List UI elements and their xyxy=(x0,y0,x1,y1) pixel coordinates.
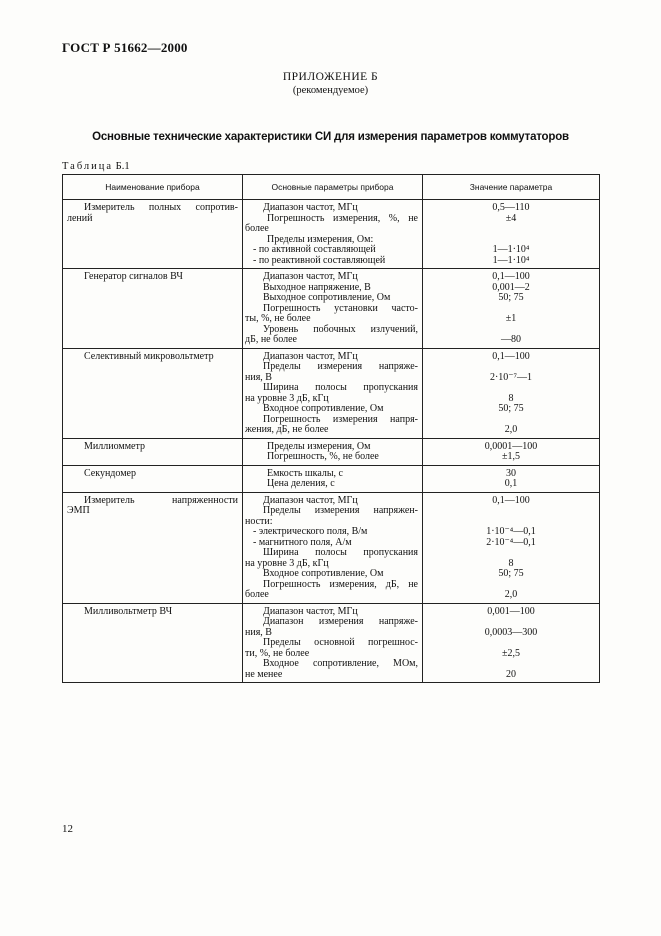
value-line xyxy=(425,659,597,670)
param-line: Входное сопротивление, Ом xyxy=(263,568,384,579)
value-cell xyxy=(423,438,600,465)
standard-code: ГОСТ Р 51662—2000 xyxy=(62,40,188,55)
value-cell xyxy=(423,492,600,603)
document-title: Основные технические характеристики СИ для измерения параметров коммутаторов xyxy=(92,131,569,143)
param-line: Диапазон частот, МГц xyxy=(263,605,358,617)
value-line: 0,1—100 xyxy=(492,271,530,282)
table-label xyxy=(62,161,130,172)
value-line: 1·10⁻⁴—0,1 xyxy=(486,526,536,537)
device-name-cell xyxy=(63,438,243,465)
params-cell xyxy=(243,465,423,492)
param-line: Выходное сопротивление, Ом xyxy=(263,292,391,303)
value-line: 0,001—2 xyxy=(492,281,530,293)
device-name-cell xyxy=(63,492,243,603)
value-line xyxy=(425,362,597,373)
device-name-cell xyxy=(63,200,243,269)
param-line: более xyxy=(245,589,269,600)
table-row xyxy=(63,465,600,492)
value-line: 30 xyxy=(506,467,516,479)
param-line: Цена деления, с xyxy=(267,478,335,489)
value-line xyxy=(425,506,597,517)
param-line: Погрешность установки часто- xyxy=(263,302,418,314)
value-line xyxy=(425,383,597,394)
column-header-device: Наименование прибора xyxy=(63,175,243,200)
value-line: ±1,5 xyxy=(502,451,520,462)
param-line: Погрешность измерения, дБ, не xyxy=(263,578,418,590)
param-line: дБ, не более xyxy=(245,334,297,345)
value-line: 1—1·10⁴ xyxy=(492,244,530,255)
value-line: 0,5—110 xyxy=(492,202,530,213)
value-line xyxy=(425,638,597,649)
annex-subtitle: (рекомендуемое) xyxy=(292,85,369,96)
value-line: 20 xyxy=(506,668,516,680)
device-name-line: Милливольтметр ВЧ xyxy=(84,605,173,617)
param-line: Ширина полосы пропускания xyxy=(263,382,418,393)
value-line: 0,0003—300 xyxy=(484,626,538,638)
value-line xyxy=(425,224,597,235)
params-cell xyxy=(243,438,423,465)
value-line: 50; 75 xyxy=(498,292,524,303)
device-name-cell xyxy=(63,603,243,683)
value-line: 8 xyxy=(508,392,514,404)
value-cell xyxy=(423,200,600,269)
value-line: 0,001—100 xyxy=(487,605,535,617)
param-line: - по активной составляющей xyxy=(253,244,376,255)
param-line: Диапазон частот, МГц xyxy=(263,202,358,213)
device-name-line: Селективный микровольтметр xyxy=(84,350,214,362)
table-row xyxy=(63,269,600,349)
params-cell xyxy=(243,492,423,603)
param-line: Диапазон частот, МГц xyxy=(263,271,358,282)
param-line: Входное сопротивление, МОм, xyxy=(263,658,418,669)
value-line: 2,0 xyxy=(504,424,518,435)
param-line: Диапазон частот, МГц xyxy=(263,350,358,362)
params-cell xyxy=(243,603,423,683)
table-row xyxy=(63,348,600,438)
device-name-line: ЭМП xyxy=(67,505,90,516)
param-line: Пределы основной погрешнос- xyxy=(263,637,418,648)
param-line: Погрешность измерения, %, не xyxy=(267,212,418,224)
params-cell xyxy=(243,348,423,438)
value-cell xyxy=(423,269,600,349)
param-line: Пределы измерения напряже- xyxy=(263,361,418,372)
column-header-params: Основные параметры прибора xyxy=(243,175,423,200)
specs-table xyxy=(62,174,600,683)
table-row xyxy=(63,603,600,683)
value-line: 0,1 xyxy=(504,478,518,489)
param-line: ности: xyxy=(245,515,273,527)
table-row xyxy=(63,200,600,269)
param-line: Погрешность, %, не более xyxy=(267,451,379,462)
device-name-cell xyxy=(63,348,243,438)
param-line: Уровень побочных излучений, xyxy=(263,323,418,335)
table-label-prefix: Таблица xyxy=(62,161,114,172)
value-line: 2·10⁻⁴—0,1 xyxy=(486,536,536,548)
column-header-values: Значение параметра xyxy=(423,175,600,200)
page-number: 12 xyxy=(62,823,73,835)
value-line: 0,0001—100 xyxy=(484,440,538,452)
device-name-line: Миллиомметр xyxy=(84,440,145,452)
table-header-row xyxy=(63,175,600,200)
param-line: жения, дБ, не более xyxy=(245,424,329,435)
value-cell xyxy=(423,603,600,683)
annex-title: ПРИЛОЖЕНИЕ Б xyxy=(282,71,379,83)
table-label-number: Б.1 xyxy=(115,161,130,172)
param-line: ты, %, не более xyxy=(245,313,311,324)
param-line: Выходное напряжение, В xyxy=(263,281,371,293)
value-line: 2·10⁻⁷—1 xyxy=(489,371,533,383)
table-row xyxy=(63,492,600,603)
param-line: Диапазон частот, МГц xyxy=(263,494,358,506)
value-line xyxy=(425,617,597,628)
value-line xyxy=(425,548,597,559)
device-name-line: Измеритель полных сопротив- xyxy=(84,202,238,213)
param-line: ти, %, не более xyxy=(245,647,310,659)
param-line: Входное сопротивление, Ом xyxy=(263,403,384,414)
param-line: Диапазон измерения напряже- xyxy=(263,616,418,627)
param-line: более xyxy=(245,223,269,234)
value-line: 2,0 xyxy=(504,589,518,600)
value-line: ±4 xyxy=(505,212,517,224)
value-line: 0,1—100 xyxy=(492,350,530,362)
param-line: Ширина полосы пропускания xyxy=(263,547,418,558)
params-cell xyxy=(243,200,423,269)
value-line: —80 xyxy=(501,334,521,345)
device-name-line: Секундомер xyxy=(84,467,136,479)
param-line: Пределы измерения напряжен- xyxy=(263,505,418,516)
params-cell xyxy=(243,269,423,349)
param-line: - по реактивной составляющей xyxy=(253,254,386,266)
device-name-line: лений xyxy=(67,212,93,224)
value-line: 50; 75 xyxy=(498,403,524,414)
param-line: ния, В xyxy=(245,371,272,383)
param-line: - магнитного поля, А/м xyxy=(253,536,352,548)
device-name-cell xyxy=(63,465,243,492)
value-line: 50; 75 xyxy=(498,568,524,579)
param-line: не менее xyxy=(245,668,283,680)
param-line: Пределы измерения, Ом: xyxy=(267,233,374,245)
param-line: Погрешность измерения напря- xyxy=(263,413,418,425)
value-cell xyxy=(423,465,600,492)
device-name-line: Генератор сигналов ВЧ xyxy=(84,271,183,282)
value-line: 0,1—100 xyxy=(492,494,530,506)
value-line: 8 xyxy=(508,557,514,569)
value-line: ±2,5 xyxy=(502,647,520,659)
value-line: ±1 xyxy=(505,313,517,324)
param-line: на уровне 3 дБ, кГц xyxy=(245,392,329,404)
param-line: Емкость шкалы, с xyxy=(267,467,343,479)
device-name-line: Измеритель напряженности xyxy=(84,494,238,506)
device-name-cell xyxy=(63,269,243,349)
table-row xyxy=(63,438,600,465)
value-line: 1—1·10⁴ xyxy=(492,254,530,266)
value-cell xyxy=(423,348,600,438)
param-line: ния, В xyxy=(245,626,272,638)
param-line: на уровне 3 дБ, кГц xyxy=(245,557,329,569)
param-line: Пределы измерения, Ом xyxy=(267,440,371,452)
param-line: - электрического поля, В/м xyxy=(253,526,368,537)
